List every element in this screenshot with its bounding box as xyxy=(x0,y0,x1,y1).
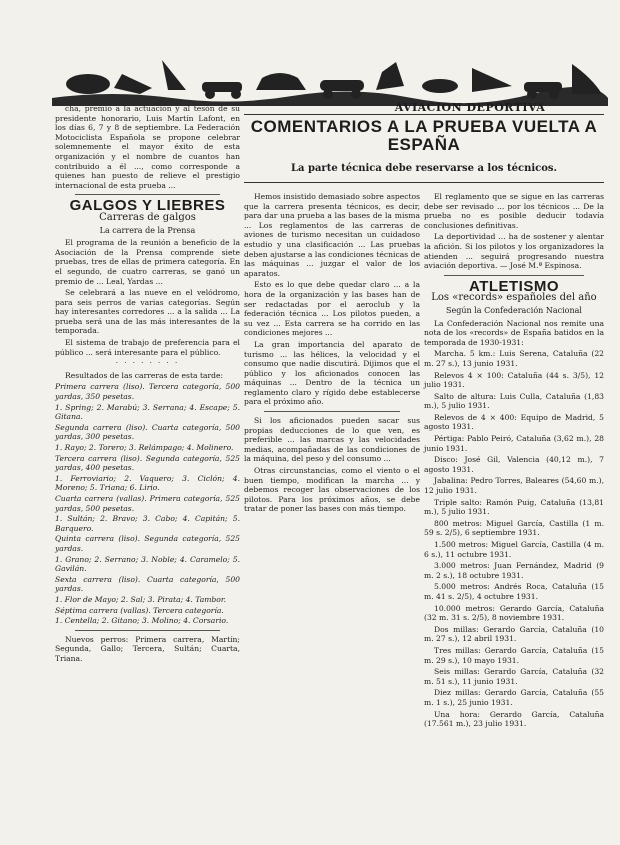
list-item: 1. Rayo; 2. Torero; 3. Relámpago; 4. Molinero. xyxy=(55,443,234,452)
record-item: 1.500 metros: Miguel García, Castilla (4 m. 6 s.), 11 octubre 1931. xyxy=(424,540,604,559)
paragraph: El sistema de trabajo de preferencia para el público ... será interesante para el público. xyxy=(55,338,240,357)
record-item: Triple salto: Ramón Puig, Cataluña (13,81 m.), 5 julio 1931. xyxy=(424,497,604,517)
record-item: 800 metros: Miguel García, Castilla (1 m. 59 s. 2/5), 6 septiembre 1931. xyxy=(424,518,604,538)
record-item: Pértiga: Pablo Peiró, Cataluña (3,62 m.), 28 junio 1931. xyxy=(424,434,604,453)
event-title: La carrera de la Prensa xyxy=(99,225,196,235)
record-item: 10.000 metros: Gerardo García, Cataluña (32 m. 31 s. 2/5), 8 noviembre 1931. xyxy=(424,603,604,623)
divider xyxy=(444,275,584,276)
divider xyxy=(75,630,220,631)
paragraph: La Confederación Nacional nos remite una nota de los «records» de España batidos en la temporada de 1930-1931: xyxy=(424,318,604,347)
article-subhead: La parte técnica debe reservarse a los técnicos. xyxy=(290,163,558,174)
source-line: Según la Confederación Nacional xyxy=(446,305,582,315)
right-column xyxy=(424,192,604,731)
results-list xyxy=(55,382,240,625)
paragraph: Otras circunstancias, como el viento o el buen tiempo, modifican la marcha ... y debemos recoger las observaciones de los pilotos. Para los próximos años, se debe tratar de poner las bases con más tiempo. xyxy=(244,466,420,514)
intro-paragraph: cha, premio a la actuación y al tesón de su presidente honorario, Luis Martín Lafont, en los días 6, 7 y 8 de septiembre. La Federación Motociclista Española se propone celebrar solemnemente el mayor éxito de esta organización y el nombre de cuantos han contribuido a él ..., como corresponde a quienes han puesto de relieve el prestigio internacional de esta prueba ... xyxy=(55,104,240,190)
list-item: 1. Ferroviario; 2. Vaquero; 3. Ciclón; 4. Moreno; 5. Triana; 6. Lirio. xyxy=(55,473,240,493)
paragraph: Esto es lo que debe quedar claro ... a la hora de la organización y las bases han de ser redactadas por el aeroclub y la federación técnica ... Los pilotos pueden, a su vez ... Esta carrera se ha corrido en las condiciones mejores ... xyxy=(244,280,420,338)
list-item: 1. Spring; 2. Marabú; 3. Serrana; 4. Escape; 5. Gitana. xyxy=(55,402,240,422)
paragraph: Hemos insistido demasiado sobre aspectos que la carrera presenta técnicos, es decir, para dar una prueba a las bases de la misma ... Los reglamentos de las carreras de aviones de turismo necesitan un cuidadoso estudio y una clasificación ... Las pruebas deben ajustarse a las condiciones técnicas de las máquinas ... juzgar el valor de los aparatos. xyxy=(244,192,420,278)
divider xyxy=(264,411,400,412)
paragraph: El reglamento que se sigue en las carreras debe ser revisado ... por los técnicos ... De la prueba no es posible deducir todavía conclusiones definitivas. xyxy=(424,192,604,230)
list-item: Cuarta carrera (vallas). Primera categoría, 525 yardas, 500 pesetas. xyxy=(55,493,240,513)
section-title-galgos: GALGOS Y LIEBRES xyxy=(69,197,226,215)
list-item: Tercera carrera (liso). Segunda categoría, 525 yardas, 400 pesetas. xyxy=(55,453,240,473)
paragraph: El programa de la reunión a beneficio de la Asociación de la Prensa comprende siete pruebas, tres de ellas de primera categoría. En el segundo, de cuatro carreras, se ganó un premio de ... Leal, Yardas ... xyxy=(55,238,240,286)
record-item: Jabalina: Pedro Torres, Baleares (54,60 m.), 12 julio 1931. xyxy=(424,476,604,496)
record-item: Tres millas: Gerardo García, Cataluña (15 m. 29 s.), 10 mayo 1931. xyxy=(424,645,604,665)
list-item: 1. Centella; 2. Gitano; 3. Molino; 4. Corsario. xyxy=(55,616,229,626)
record-item: Seis millas: Gerardo García, Cataluña (32 m. 51 s.), 11 junio 1931. xyxy=(424,667,604,686)
record-item: 5.000 metros: Andrés Roca, Cataluña (15 m. 41 s. 2/5), 4 octubre 1931. xyxy=(424,582,604,601)
list-item: Séptima carrera (vallas). Tercera categoría. xyxy=(55,605,224,615)
section-title-atletismo: ATLETISMO xyxy=(468,277,560,295)
list-item: Primera carrera (liso). Tercera categoría, 500 yardas, 350 pesetas. xyxy=(55,382,240,402)
results-intro: Resultados de las carreras de esta tarde: xyxy=(65,370,224,380)
section-subtitle: Los «records» españoles del año xyxy=(431,292,597,304)
record-item: Relevos 4 × 100: Cataluña (44 s. 3/5), 12 julio 1931. xyxy=(424,370,604,390)
record-item: Salto de altura: Luis Culla, Cataluña (1,83 m.), 5 julio 1931. xyxy=(424,391,604,411)
list-item: 1. Flor de Mayo; 2. Sal; 3. Pirata; 4. Tambor. xyxy=(55,594,227,604)
record-item: Relevos de 4 × 400: Equipo de Madrid, 5 agosto 1931. xyxy=(424,412,604,432)
record-item: Diez millas: Gerardo García, Cataluña (55 m. 1 s.), 25 junio 1931. xyxy=(424,688,604,707)
record-item: Dos millas: Gerardo García, Cataluña (10 m. 27 s.), 12 abril 1931. xyxy=(424,624,604,644)
list-item: 1. Sultán; 2. Bravo; 3. Cabo; 4. Capitán; 5. Barquero. xyxy=(55,514,240,533)
middle-column xyxy=(244,192,420,516)
section-tag: AVIACION DEPORTIVA xyxy=(394,101,546,114)
divider: · · · · · · · · xyxy=(115,359,180,368)
record-item: Disco: José Gil, Valencia (40,12 m.), 7 agosto 1931. xyxy=(424,455,604,474)
race-banner-illustration xyxy=(52,54,608,106)
list-item: Quinta carrera (liso). Segunda categoría, 525 yardas. xyxy=(55,534,240,553)
left-column xyxy=(55,104,240,665)
divider xyxy=(244,182,604,183)
header-illustration xyxy=(52,54,608,106)
section-subtitle: Carreras de galgos xyxy=(99,211,196,223)
paragraph: Se celebrará a las nueve en el velódromo, para seis perros de varias categorías. Según hay interesantes corredores ... a la salida ... La prueba será una de las más interesantes de la temporada. xyxy=(55,288,240,336)
paragraph: Si los aficionados pueden sacar sus propias deducciones de lo que ven, es preferible ... las marcas y las velocidades medias, acompañadas de las condiciones de la máquina, del peso y del consumo ... xyxy=(244,416,420,464)
divider xyxy=(75,194,220,195)
record-item: 3.000 metros: Juan Fernández, Madrid (9 m. 2 s.), 18 octubre 1931. xyxy=(424,561,604,580)
record-item: Una hora: Gerardo García, Cataluña (17.561 m.), 23 julio 1931. xyxy=(424,709,604,729)
footer-paragraph: Nuevos perros: Primera carrera, Martín; Segunda, Gallo; Tercera, Sultán; Cuarta, Triana. xyxy=(55,634,240,663)
paragraph: La deportividad ... ha de sostener y alentar la afición. Si los pilotos y los organizadores la atienden ... seguirá progresando nuestra aviación deportiva. — José M.ª Espinosa. xyxy=(424,232,604,271)
record-item: Marcha. 5 km.: Luis Serena, Cataluña (22 m. 27 s.), 13 junio 1931. xyxy=(424,349,604,368)
paragraph: La gran importancia del aparato de turismo ... las hélices, la velocidad y el consumo que nadie discutirá. Dijimos que el público y los aficionados conocen las máquinas ... Dentro de la técnica un reglamento claro y rígido debe establecerse para el próximo año. xyxy=(244,339,420,407)
list-item: 1. Grano; 2. Serrano; 3. Noble; 4. Caramelo; 5. Gavilán. xyxy=(55,554,240,574)
article-headline: COMENTARIOS A LA PRUEBA VUELTA A ESPAÑA xyxy=(250,117,598,154)
list-item: Segunda carrera (liso). Cuarta categoría, 500 yardas, 300 pesetas. xyxy=(55,422,240,442)
list-item: Sexta carrera (liso). Cuarta categoría, 500 yardas. xyxy=(55,574,240,594)
divider xyxy=(244,114,604,115)
